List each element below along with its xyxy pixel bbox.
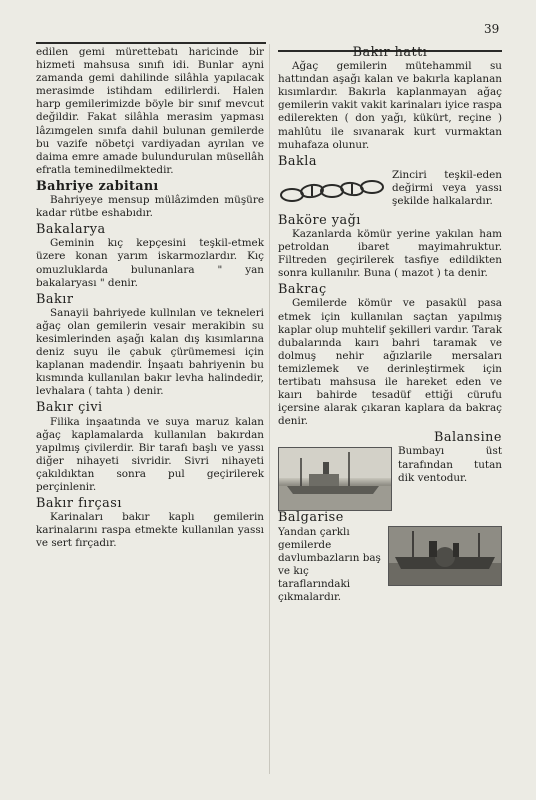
ship-photo-balgarise xyxy=(388,526,502,586)
entry-text-bakir-hatti: Ağaç gemilerin mütehammil su hattından aşağı kalan ve bakırla kaplanan kısımlardır. Bakırla kaplanmayan ağaç gemilerin vakit vakit karinaları iyice raspa edilerekten ( don yağı, kükürt, reçine ) mahlûtu ile sıvanarak kurt vurmaktan muhafaza olunur. xyxy=(278,60,502,151)
entry-title-bakir-civi: Bakır çivi xyxy=(36,400,103,416)
entry-title-balansine: Balansine xyxy=(434,430,502,446)
ship-photo-balansine xyxy=(278,447,392,511)
entry-text-balgarise: Yandan çarklı gemilerde davlumbazların baş ve kıç taraflarındaki çıkmalardır. xyxy=(278,525,381,603)
entry-text-bakir-fircasi: Karinaları bakır kaplı gemilerin karinalarını raspa etmekte kullanılan yassı ve sert fırçadır. xyxy=(36,511,264,550)
entry-title-balgarise: Balgarise xyxy=(278,510,344,526)
entry-text-bakir: Sanayii bahriyede kullnılan ve tekneleri ağaç olan gemilerin vesair merakibin su kesimlerinden aşağı kalan dış kısımlarına deniz suyu ile çabuk çürümemesi için kaplanan madendir. İnşaatı bahriyenin bu kısmında kullanılan bakır levha halindedir, levhalara ( tahta ) denir. xyxy=(36,306,264,398)
entry-title-bakir-fircasi: Bakır fırçası xyxy=(36,496,122,512)
entry-text-bakore-yagi: Kazanlarda kömür yerine yakılan ham petroldan ibaret mayimahruktur. Filtreden geçirilerek tasfiye edildikten sonra kullanılır. Buna ( mazot ) ta denir. xyxy=(278,227,502,280)
entry-title-bakla: Bakla xyxy=(278,153,318,169)
entry-text-bakalarya: Geminin kıç kepçesini teşkil-etmek üzere konan yarım iskarmozlardır. Kıç omuzluklarda bulunanlara " yan bakalaryası " denir. xyxy=(36,237,264,289)
page-number: 39 xyxy=(484,22,500,36)
intro-paragraph: edilen gemi mürettebatı haricinde bir hizmeti mahsusa sınıfı idi. Bunlar ayni zamanda gemi dahilinde silâhla yapılacak merasimde istihdam edilirlerdi. Halen harp gemilerimizde böyle bir sınıf mevcut değildir. Fakat silâhla merasim yapması lâzımgelen sınıfa dahil bulunan gemilerde bu vazife nöbetçi vardiyadan ayrılan ve daima emre amade bulundurulan müsellâh efratla teminedilmektedir. xyxy=(36,46,264,176)
right-column xyxy=(278,46,502,604)
entry-text-bakrac: Gemilerde kömür ve pasakül pasa etmek için kullanılan saçtan yapılmış kaplar olup muhtelif şekilleri vardır. Tarak dubalarında kaırı bahri taramak ve dolmuş nehir ağızlarile mersaları temizlemek ve derinleştirmek için tertibatı mahsusa ile hareket eden ve kaırı bahirde tesadüf ettiği cürufu içersine alarak çıkaran kaplara da bakraç denir. xyxy=(278,297,502,428)
column-divider xyxy=(269,44,270,774)
entry-text-bakla: Zinciri teşkil-eden değirmi veya yassı şekilde halkalardır. xyxy=(392,168,502,208)
entry-text-bahriye-zabitani: Bahriyeye mensup mülâzimden müşüre kadar rütbe eshabıdır. xyxy=(36,194,264,220)
chain-link-illustration xyxy=(278,171,386,211)
entry-title-bakrac: Bakraç xyxy=(278,282,327,298)
entry-text-balansine: Bumbayı üst tarafından tutan dik ventodur. xyxy=(398,445,502,484)
entry-text-bakir-civi: Filika inşaatında ve suya maruz kalan ağaç kaplamalarda kullanılan bakırdan yapılmış çivilerdir. Bir tarafı başlı ve yassı diğer nihayeti sivridir. Sivri nihayeti çakıldıktan sonra pul geçirilerek perçinlenir. xyxy=(36,415,264,493)
entry-title-bakir: Bakır xyxy=(36,291,74,307)
entry-title-bakir-hatti: Bakır hattı xyxy=(352,45,428,60)
top-rule-left xyxy=(36,42,266,44)
left-column xyxy=(36,46,264,550)
entry-title-bakore-yagi: Baköre yağı xyxy=(278,212,361,228)
entry-title-bahriye-zabitani: Bahriye zabitanı xyxy=(36,178,159,194)
entry-title-bakalarya: Bakalarya xyxy=(36,222,106,238)
